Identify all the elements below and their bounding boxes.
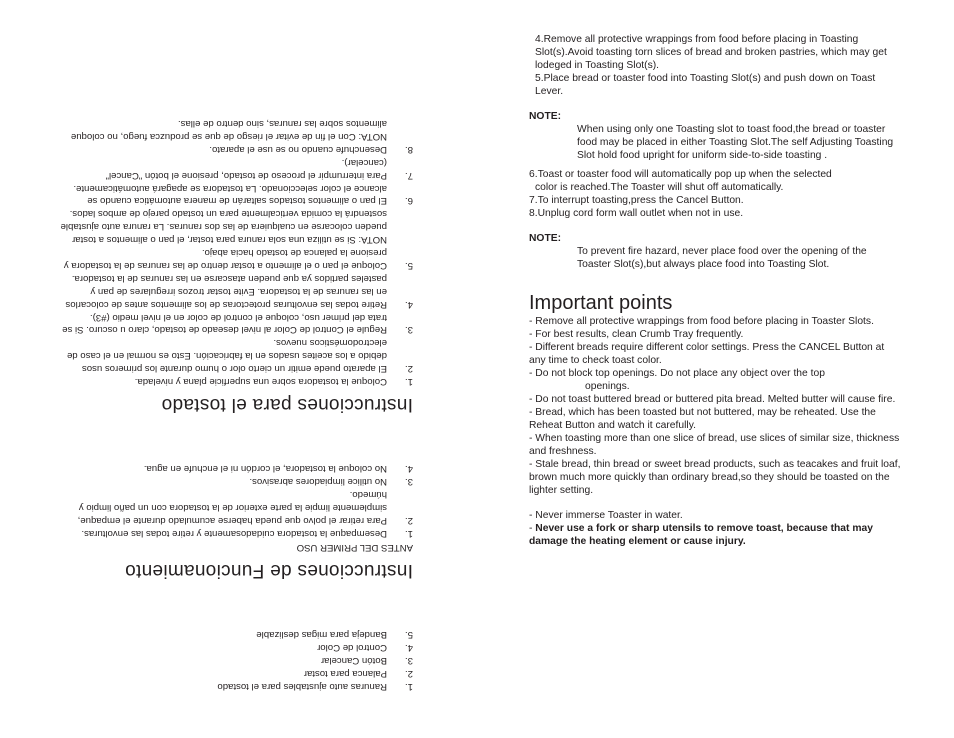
toasting-list [58,116,413,387]
point-item-continued: openings. [585,381,630,392]
item-text: Para retirar el polvo que pueda haberse acumulado durante el empaque, simplemente limpie la parte exterior de la tostadora con un paño limpio y húmedo. [77,488,387,526]
operation-subtitle: ANTES DEL PRIMER USO [296,542,413,554]
item-number: 6. [404,195,413,207]
list-item [58,206,413,245]
item-number: 1. [404,376,413,388]
item-text: No utilice limpiadores abrasivos. [249,475,387,487]
list-item [58,653,413,666]
list-item [58,487,413,526]
item-text: Palanca para tostar [303,668,387,680]
list-item [58,461,413,474]
point-item: - Remove all protective wrappings from food before placing in Toaster Slots. [529,316,874,327]
list-item [58,155,413,181]
item-number: 4. [404,298,413,310]
list-item [58,526,413,539]
item-text: Control de Color [317,642,387,654]
item-number: 8. [404,143,413,155]
point-item: - When toasting more than one slice of bread, use slices of similar size, thickness and freshness. [529,433,900,457]
item-text: Desenchufe cuando no se use el aparato. [209,143,387,155]
point-item: - Never immerse Toaster in water. [529,510,683,521]
item-number: 2. [404,668,413,680]
item-number: 4. [404,642,413,654]
step-7: 7.To interrupt toasting,press the Cancel Button. [529,195,744,206]
item-number: 3. [404,475,413,487]
note-text: To prevent fire hazard, never place food over the opening of the Toaster Slot(s),but always place food into Toasting Slot. [577,246,867,270]
list-item [58,142,413,155]
list-item [58,374,413,387]
step-6-continued: color is reached.The Toaster will shut off automatically. [535,182,784,193]
note-text: When using only one Toasting slot to toast food,the bread or toaster food may be placed in either Toasting Slot.The self Adjusting Toasting Slot hold food upright for uniform side-to-side toasting . [577,124,894,161]
item-number: 5. [404,259,413,271]
point-item: - Stale bread, thin bread or sweet bread products, such as teacakes and fruit loaf, brown much more quickly than ordinary bread,so they should be toasted on the lighter setting. [529,459,901,496]
spanish-page-content [58,116,413,692]
list-item [58,640,413,653]
item-text: No coloque la tostadora, el cordón ni el enchufe en agua. [143,463,387,475]
english-page [529,33,901,548]
warning-item [529,522,901,548]
list-item [58,245,413,271]
item-text: Para interrumpir el proceso de tostado, presione el botón "Cancel" (cancelar). [105,156,387,181]
list-item [58,336,413,375]
toasting-title: Instrucciones para el tostado [161,394,413,416]
operation-title: Instrucciones de Funcionamiento [124,560,413,582]
item-number: 1. [404,681,413,692]
item-text: NOTA: Si se utiliza una sola ranura para tostar, el pan o alimentos a tostar pueden colocarse en cualquiera de las dos ranuras. La ranura auto ajustable sostendrá la comida verticalmente para un tostado parejo de ambos lados. [60,208,387,246]
item-text: Desempaque la tostadora cuidadosamente y retire todas las envolturas. [81,527,387,539]
list-item [58,679,413,692]
item-number: 3. [404,655,413,667]
item-number: 1. [404,527,413,539]
list-item [58,271,413,310]
item-number: 4. [404,463,413,475]
warning-text: Never use a fork or sharp utensils to remove toast, because that may damage the heating element or cause injury. [529,523,873,547]
important-points-title: Important points [529,292,673,314]
list-item [58,181,413,207]
item-text: Bandeja para migas deslizable [256,629,387,641]
list-item [58,627,413,640]
note-label: NOTE: [529,111,562,122]
list-item [58,474,413,487]
item-text: Botón Cancelar [320,655,387,667]
step-6: 6.Toast or toaster food will automatically pop up when the selected [529,169,832,180]
item-number [387,206,413,245]
item-text: Ranuras auto ajustables para el tostado [217,681,387,692]
step-5: 5.Place bread or toaster food into Toasting Slot(s) and push down on Toast Lever. [535,73,876,97]
item-number: 2. [404,514,413,526]
note-label: NOTE: [529,233,562,244]
point-item: - Do not block top openings. Do not place any object over the top [529,368,825,379]
item-number: 5. [404,629,413,641]
item-text: El aparato puede emitir un cierto olor o humo durante los primeros usos debido a los aceites usados en la fabricación. Esto es normal en el caso de electrodomésticos nuevos. [67,337,387,375]
item-text: Coloque la tostadora sobre una superficie plana y nivelada. [134,376,387,388]
parts-list [58,627,413,692]
list-item [58,116,413,142]
operation-list [58,461,413,538]
point-item: - Different breads require different color settings. Press the CANCEL Button at any time to check toast color. [529,342,885,366]
item-number [387,116,413,142]
point-item: - Bread, which has been toasted but not buttered, may be reheated. Use the Reheat Button and watch it carefully. [529,407,876,431]
step-8: 8.Unplug cord form wall outlet when not in use. [529,208,744,219]
item-text: Regule el Control de Color al nivel deseado de tostado, claro u oscuro. Si se trata del primer uso, coloque el control de color en el nivel medio (#3). [62,311,387,336]
item-number: 7. [404,169,413,181]
point-item: - For best results, clean Crumb Tray frequently. [529,329,744,340]
warning-dash: - [529,523,536,534]
item-text: NOTA: Con el fin de evitar el riesgo de que se produzca fuego, no coloque alimentos sobre las ranuras, sino dentro de ellas. [70,118,387,142]
list-item [58,666,413,679]
item-number: 2. [404,363,413,375]
point-item: - Do not toast buttered bread or buttered pita bread. Melted butter will cause fire. [529,394,896,405]
item-text: El pan o alimentos tostados saltarán de manera automática cuando se alcance el color seleccionado. La tostadora se apagará automáticamente. [73,182,387,207]
step-4: 4.Remove all protective wrappings from food before placing in Toasting Slot(s).Avoid toasting torn slices of bread and broken pastries, which may get lodeged in Toasting Slot(s). [535,34,887,71]
item-number: 3. [404,324,413,336]
list-item [58,310,413,336]
item-text: Retire todas las envolturas protectoras de los alimentos antes de colocarlos en las ranuras de la tostadora. Evite tostar trozos irregulares de pan y pasteles partidos ya que pueden atascarse en las ranuras de la tostadora. [65,272,387,310]
item-text: Coloque el pan o el alimento a tostar dentro de las ranuras de la tostadora y presione la palanca de tostado hacia abajo. [63,247,387,271]
